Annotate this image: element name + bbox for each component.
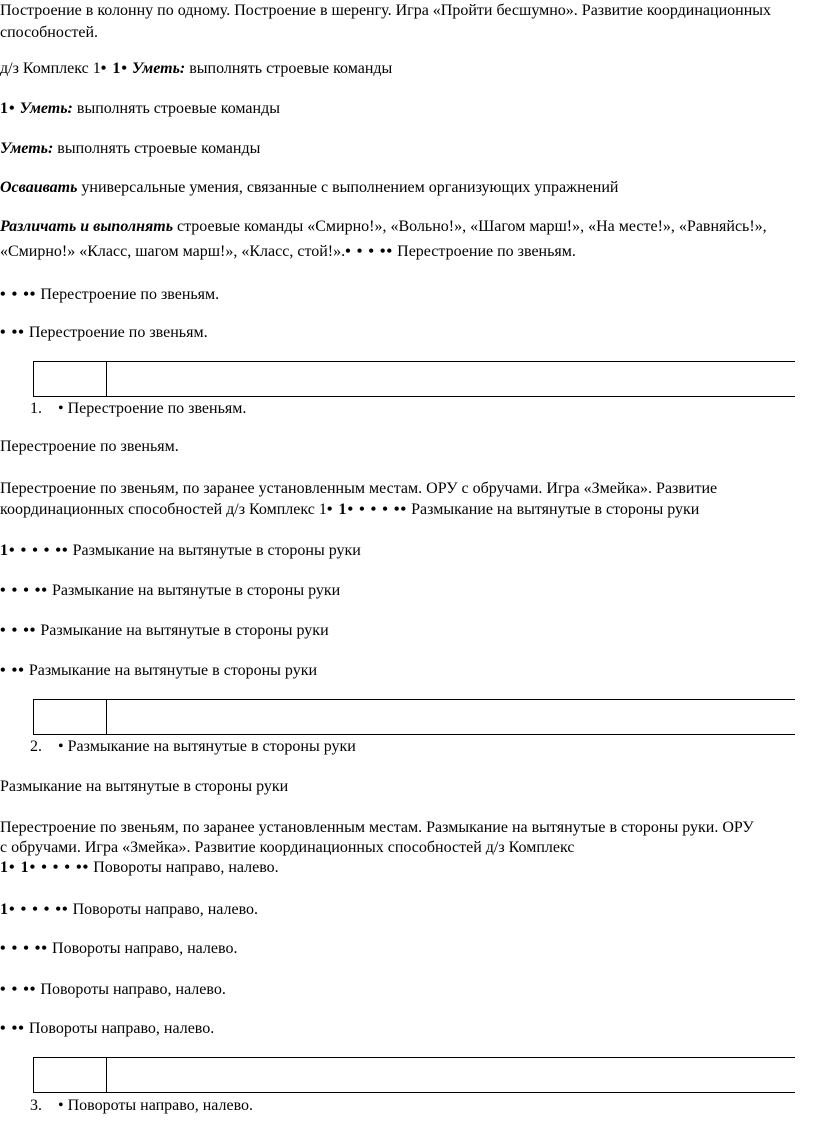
dots-a: • • •• — [0, 286, 37, 303]
hw-dots: • 1• — [100, 60, 128, 77]
numbered-item-2 — [30, 736, 356, 758]
razl-label: Различать и выполнять — [0, 218, 174, 235]
dots: • • • •• — [0, 582, 49, 599]
dots: • • •• — [0, 981, 37, 998]
topic-text: Перестроение по звеньям. — [397, 243, 576, 260]
dots: • •• — [0, 1020, 25, 1037]
dots-line-b — [0, 322, 208, 344]
topic-text: Размыкание на вытянутые в стороны руки — [72, 542, 361, 559]
item-number: 2. — [30, 738, 42, 755]
topic-text: Перестроение по звеньям. — [28, 324, 208, 341]
item-text: Повороты направо, налево. — [67, 1097, 254, 1114]
hw-line-prefix: д/з Комплекс 1 — [0, 60, 101, 77]
table-cell — [33, 700, 107, 734]
topic-heading-2 — [0, 776, 288, 798]
section2-heading-dots: • 1• • • • •• — [326, 501, 408, 518]
topic-text: Перестроение по звеньям. — [40, 286, 220, 303]
section1-heading — [0, 0, 800, 44]
item-number: 3. — [30, 1097, 42, 1114]
razl-text-2: «Смирно!» «Класс, шагом марш!», «Класс, стой!». — [0, 243, 346, 260]
section3-heading-2 — [0, 837, 574, 859]
dots: • •• — [0, 662, 25, 679]
s3-dots-line-2 — [0, 938, 237, 960]
dots: • • • •• — [0, 940, 49, 957]
section2-heading-2 — [0, 499, 699, 521]
section2-heading-text-2: координационных способностей д/з Комплекс 1 — [0, 501, 327, 518]
umet-label: Уметь: — [0, 140, 54, 157]
osv-label: Осваивать — [0, 179, 78, 196]
bullet-icon: • — [58, 400, 64, 417]
topic-text: Повороты направо, налево. — [72, 901, 259, 918]
item-text: Размыкание на вытянутые в стороны руки — [67, 738, 356, 755]
s3-dots-line-1 — [0, 899, 258, 921]
dots: 1• • • • •• — [0, 901, 69, 918]
dots-b: • •• — [0, 324, 25, 341]
umet-label: Уметь: — [131, 60, 186, 77]
item-text: Перестроение по звеньям. — [67, 400, 247, 417]
razl-line-1 — [0, 216, 767, 238]
empty-table-3 — [33, 1057, 795, 1093]
topic-text: Перестроение по звеньям. — [0, 438, 179, 455]
section3-heading-text-1: Перестроение по звеньям, по заранее установленным местам. Размыкание на вытянутые в стороны руки. ОРУ — [0, 819, 754, 836]
umet-text: выполнять строевые команды — [185, 60, 393, 77]
section3-heading-3 — [0, 857, 279, 879]
umet-line-2 — [0, 98, 280, 120]
table-cell — [33, 362, 107, 396]
section2-heading-text-1: Перестроение по звеньям, по заранее установленным местам. ОРУ с обручами. Игра «Змейка». Развитие — [0, 480, 718, 497]
umet-label: Уметь: — [19, 100, 73, 117]
razl-dots: • • • •• — [345, 243, 394, 260]
s3-dots-line-3 — [0, 979, 226, 1001]
line2-prefix: 1• — [0, 100, 16, 117]
topic-text: Размыкание на вытянутые в стороны руки — [0, 778, 289, 795]
s3-dots-line-4 — [0, 1018, 214, 1040]
topic-text: Повороты направо, налево. — [28, 1020, 215, 1037]
dots-line-a — [0, 284, 219, 306]
dots: 1• • • • •• — [0, 542, 69, 559]
topic-text: Размыкание на вытянутые в стороны руки — [28, 662, 318, 679]
bullet-icon: • — [58, 1097, 64, 1114]
hw-line — [0, 58, 392, 80]
topic-text: Размыкание на вытянутые в стороны руки — [40, 622, 329, 639]
item-number: 1. — [30, 400, 42, 417]
s2-dots-line-1 — [0, 540, 361, 562]
s2-dots-line-4 — [0, 660, 317, 682]
razl-line-2 — [0, 241, 576, 263]
section3-heading-1 — [0, 817, 754, 839]
topic-text: Повороты направо, налево. — [93, 859, 279, 876]
s2-dots-line-2 — [0, 580, 340, 602]
s2-dots-line-3 — [0, 620, 329, 642]
razl-text-1: строевые команды «Смирно!», «Вольно!», «Шагом марш!», «На месте!», «Равняйсь!», — [173, 218, 767, 235]
topic-text: Размыкание на вытянутые в стороны руки — [52, 582, 341, 599]
umet-text: выполнять строевые команды — [72, 100, 280, 117]
section2-heading-1 — [0, 478, 717, 500]
umet-line-3 — [0, 138, 260, 160]
umet-text: выполнять строевые команды — [53, 140, 261, 157]
table-cell — [33, 1058, 107, 1092]
empty-table-1 — [33, 361, 795, 397]
topic-text: Повороты направо, налево. — [40, 981, 226, 998]
section3-heading-text-2: с обручами. Игра «Змейка». Развитие координационных способностей д/з Комплекс — [0, 839, 575, 856]
empty-table-2 — [33, 699, 795, 735]
topic-heading-1 — [0, 436, 179, 458]
osv-line — [0, 177, 618, 199]
osv-text: универсальные умения, связанные с выполнением организующих упражнений — [77, 179, 619, 196]
numbered-item-1 — [30, 398, 246, 420]
topic-text: Повороты направо, налево. — [52, 940, 238, 957]
topic-text: Размыкание на вытянутые в стороны руки — [411, 501, 700, 518]
numbered-item-3 — [30, 1095, 253, 1117]
section1-heading-text: Построение в колонну по одному. Построение в шеренгу. Игра «Пройти бесшумно». Развитие координационных способностей. — [0, 2, 771, 41]
section3-heading-dots: 1• 1• • • • •• — [0, 859, 90, 876]
bullet-icon: • — [58, 738, 64, 755]
dots: • • •• — [0, 622, 37, 639]
